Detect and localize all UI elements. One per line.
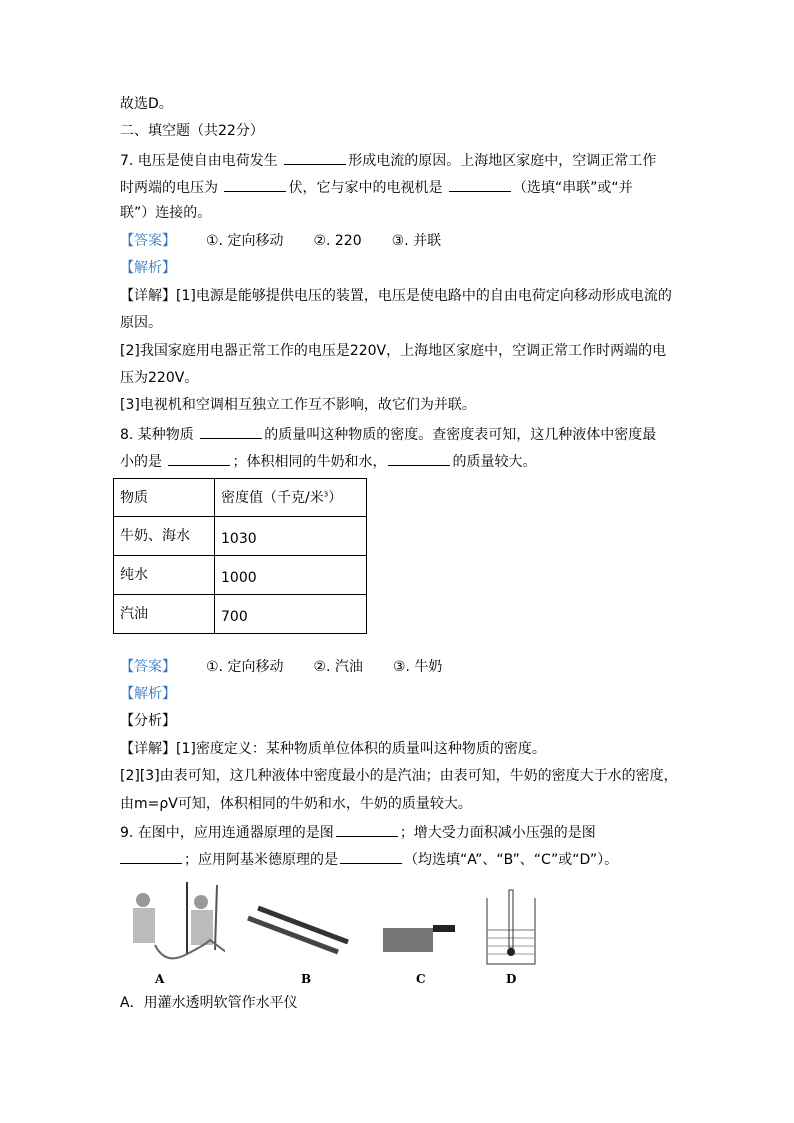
table-header-row <box>114 479 367 517</box>
fenxi-label: 【分析】 <box>120 713 176 729</box>
answer-1: ①. 定向移动 <box>206 659 284 675</box>
text: 的质量叫这种物质的密度。查密度表可知，这几种液体中密度最 <box>264 427 657 443</box>
figure-b-skis <box>243 900 353 960</box>
text: 时两端的电压为 <box>120 180 218 196</box>
text: [1]密度定义：某种物质单位体积的质量叫这种物质的密度。 <box>176 741 546 757</box>
analysis-label: 【解析】 <box>120 686 176 702</box>
answer-blank <box>224 177 286 192</box>
detail-label: 【详解】 <box>120 741 176 757</box>
answer-blank <box>449 177 511 192</box>
text: （选填“串联”或“并 <box>512 180 633 196</box>
figure-row <box>125 880 545 986</box>
table-header: 物质 <box>114 479 215 517</box>
figure-label: A <box>155 972 165 986</box>
answer-line <box>120 658 442 676</box>
figure-label: B <box>301 972 312 986</box>
question-8 <box>120 424 656 444</box>
text: 伏，它与家中的电视机是 <box>288 180 443 196</box>
answer-blank <box>200 424 262 439</box>
analysis-label: 【解析】 <box>120 260 176 276</box>
text: ；体积相同的牛奶和水， <box>232 454 387 470</box>
answer-blank <box>120 849 182 864</box>
figure-label: D <box>506 972 517 986</box>
answer-3: ③. 并联 <box>391 233 442 249</box>
question-9 <box>120 822 596 842</box>
answer-1: ①. 定向移动 <box>206 233 284 249</box>
text: 9. 在图中，应用连通器原理的是图 <box>120 825 334 841</box>
text: 形成电流的原因。上海地区家庭中，空调正常工作 <box>348 153 657 169</box>
text: 小的是 <box>120 454 162 470</box>
text-line: 原因。 <box>120 315 162 331</box>
text-line: 由m=ρV可知，体积相同的牛奶和水，牛奶的质量较大。 <box>120 796 472 812</box>
answer-blank <box>336 822 398 837</box>
text: 8. 某种物质 <box>120 427 194 443</box>
detail-line <box>120 287 672 305</box>
table-cell: 700 <box>215 595 367 634</box>
answer-blank <box>388 451 450 466</box>
figure-c-cleaver <box>380 920 460 955</box>
answer-blank <box>168 451 230 466</box>
table-cell: 纯水 <box>114 556 215 595</box>
figure-label: C <box>416 972 426 986</box>
question-9-cont <box>120 849 618 869</box>
question-8-cont <box>120 451 536 471</box>
figure-d-thermometer-beaker <box>485 888 540 968</box>
table-cell: 汽油 <box>114 595 215 634</box>
table-cell: 1000 <box>215 556 367 595</box>
text-line: [3]电视机和空调相互独立工作互不影响，故它们为并联。 <box>120 397 476 413</box>
answer-label: 【答案】 <box>120 233 176 249</box>
table-cell: 牛奶、海水 <box>114 517 215 556</box>
detail-label: 【详解】 <box>120 288 176 304</box>
section-heading: 二、填空题（共22分） <box>120 123 264 139</box>
option-a: A．用灌水透明软管作水平仪 <box>120 995 298 1011</box>
text: [1]电源是能够提供电压的装置，电压是使电路中的自由电荷定向移动形成电流的 <box>176 288 672 304</box>
table-header <box>215 479 367 517</box>
text-line: 故选D。 <box>120 96 173 112</box>
text: ；应用阿基米德原理的是 <box>184 852 338 868</box>
answer-blank <box>340 849 402 864</box>
text-line: [2]我国家庭用电器正常工作的电压是220V，上海地区家庭中，空调正常工作时两端的电 <box>120 343 667 359</box>
text: ） <box>328 490 343 506</box>
answer-line <box>120 232 441 250</box>
answer-2: ②. 220 <box>313 233 362 249</box>
text: ；增大受力面积减小压强的是图 <box>399 825 596 841</box>
text: 7. 电压是使自由电荷发生 <box>120 153 278 169</box>
text-line: 压为220V。 <box>120 370 199 386</box>
text: （均选填“A”、“B”、“C”或“D”）。 <box>404 852 619 868</box>
table-row <box>114 595 367 634</box>
answer-label: 【答案】 <box>120 659 176 675</box>
detail-line <box>120 740 546 758</box>
table-row <box>114 517 367 556</box>
text: 密度值（千克/米 <box>221 490 324 506</box>
density-table <box>113 478 367 634</box>
table-cell: 1030 <box>215 517 367 556</box>
superscript: 3 <box>323 490 329 499</box>
text: 的质量较大。 <box>452 454 537 470</box>
text-line: 联”）连接的。 <box>120 205 212 221</box>
answer-2: ②. 汽油 <box>313 659 363 675</box>
question-7-cont <box>120 177 633 197</box>
question-7 <box>120 150 656 170</box>
figure-a-hose-level <box>125 880 225 970</box>
answer-3: ③. 牛奶 <box>392 659 443 675</box>
table-row <box>114 556 367 595</box>
text-line: [2][3]由表可知，这几种液体中密度最小的是汽油；由表可知，牛奶的密度大于水的密度， <box>120 768 678 784</box>
answer-blank <box>284 150 346 165</box>
